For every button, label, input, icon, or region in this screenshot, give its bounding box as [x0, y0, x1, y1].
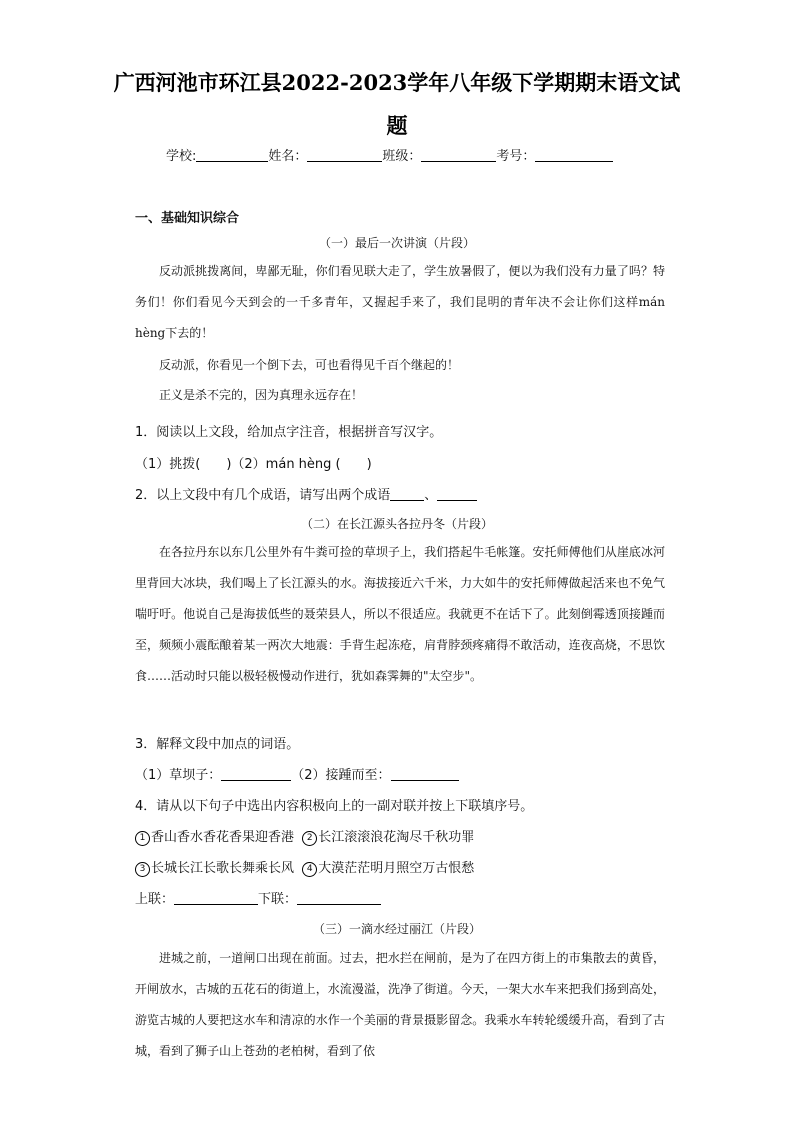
part1-paragraph3: 正义是杀不完的，因为真理永远存在！ [159, 388, 364, 402]
number-label: 考号： [496, 149, 536, 164]
question3-sub1-label: （1）草坝子： [135, 768, 222, 783]
school-label: 学校: [166, 149, 197, 164]
lower-couplet-label: 下联： [258, 892, 298, 907]
upper-couplet-label: 上联： [135, 892, 175, 907]
caobazi-blank[interactable] [221, 767, 291, 781]
question1-sub: （1）挑拨( )（2）mán hèng ( ) [135, 457, 372, 472]
part2-paragraph: 在各拉丹东以东几公里外有牛粪可捡的草坝子上，我们搭起牛毛帐篷。安托师傅他们从崖底冰河里背回大冰块，我们喝上了长江源头的水。海拔接近六千米，力大如牛的安托师傅做起活来也不免气喘吁吁。他说自己是海拔低些的聂荣县人，所以不很适应。我就更不在话下了。此刻倒霉透顶接踵而至，频频小震酝酿着某一两次大地震：手背生起冻疮，肩背脖颈疼痛得不敢活动，连夜高烧，不思饮食……活动时只能以极轻极慢动作进行，犹如森霁舞的"太空步"。 [135, 545, 665, 683]
part1-paragraph2: 反动派，你看见一个倒下去，可也看得见千百个继起的！ [159, 358, 460, 372]
upper-couplet-blank[interactable] [174, 891, 258, 905]
exam-title-line1: 广西河池市环江县2022-2023学年八年级下学期期末语文试 [113, 70, 681, 95]
jiezhong-blank[interactable] [391, 767, 459, 781]
part2-heading: （二）在长江源头各拉丹冬（片段） [300, 517, 493, 531]
school-field[interactable] [196, 147, 268, 162]
couplet-answer-row [135, 888, 381, 907]
class-label: 班级： [382, 149, 422, 164]
question3: 3．解释文段中加点的词语。 [135, 737, 300, 752]
circled-number-3-icon: 3 [135, 862, 150, 877]
question4-options-row2 [135, 857, 474, 877]
student-info-row [166, 145, 613, 164]
part1-paragraph1: 反动派挑拨离间，卑鄙无耻，你们看见联大走了，学生放暑假了，便以为我们没有力量了吗？特务们！你们看见今天到会的一千多青年，又握起手来了，我们昆明的青年决不会让你们这样mán hèng下去的！ [135, 264, 665, 340]
option-4-text: 大漠茫茫明月照空万古恨愁 [318, 861, 475, 876]
question4: 4．请从以下句子中选出内容积极向上的一副对联并按上下联填序号。 [135, 799, 534, 814]
question1: 1．阅读以上文段，给加点字注音，根据拼音写汉字。 [135, 425, 443, 440]
number-field[interactable] [535, 147, 613, 162]
circled-number-4-icon: 4 [302, 862, 317, 877]
question2-separator: 、 [424, 488, 438, 503]
idiom-blank-1[interactable] [390, 487, 424, 501]
question2 [135, 484, 477, 503]
name-label: 姓名： [268, 149, 308, 164]
part3-paragraph: 进城之前，一道闸口出现在前面。过去，把水拦在闸前，是为了在四方街上的市集散去的黄昏，开闸放水，古城的五花石的街道上，水流漫溢，洗净了街道。今天，一架大水车来把我们扬到高处，游览古城的人要把这水车和清凉的水作一个美丽的背景摄影留念。我乘水车转轮缓缓升高，看到了古城，看到了狮子山上苍劲的老柏树，看到了依 [135, 951, 665, 1058]
question3-sub [135, 764, 459, 783]
name-field[interactable] [307, 147, 382, 162]
lower-couplet-blank[interactable] [297, 891, 381, 905]
question3-sub2-label: （2）接踵而至： [291, 768, 391, 783]
question4-options-row1 [135, 826, 474, 846]
circled-number-2-icon: 2 [302, 831, 317, 846]
exam-title-line2: 题 [386, 113, 408, 138]
part1-heading: （一）最后一次讲演（片段） [318, 236, 475, 250]
option-1-text: 香山香水香花香果迎香港 [151, 830, 295, 845]
option-3-text: 长城长江长歌长舞乘长风 [151, 861, 295, 876]
part3-heading: （三）一滴水经过丽江（片段） [312, 922, 481, 936]
circled-number-1-icon: 1 [135, 831, 150, 846]
class-field[interactable] [421, 147, 496, 162]
section1-heading: 一、基础知识综合 [135, 211, 240, 226]
question2-text: 2．以上文段中有几个成语，请写出两个成语 [135, 488, 391, 503]
idiom-blank-2[interactable] [437, 487, 477, 501]
option-2-text: 长江滚滚浪花淘尽千秋功罪 [318, 830, 475, 845]
